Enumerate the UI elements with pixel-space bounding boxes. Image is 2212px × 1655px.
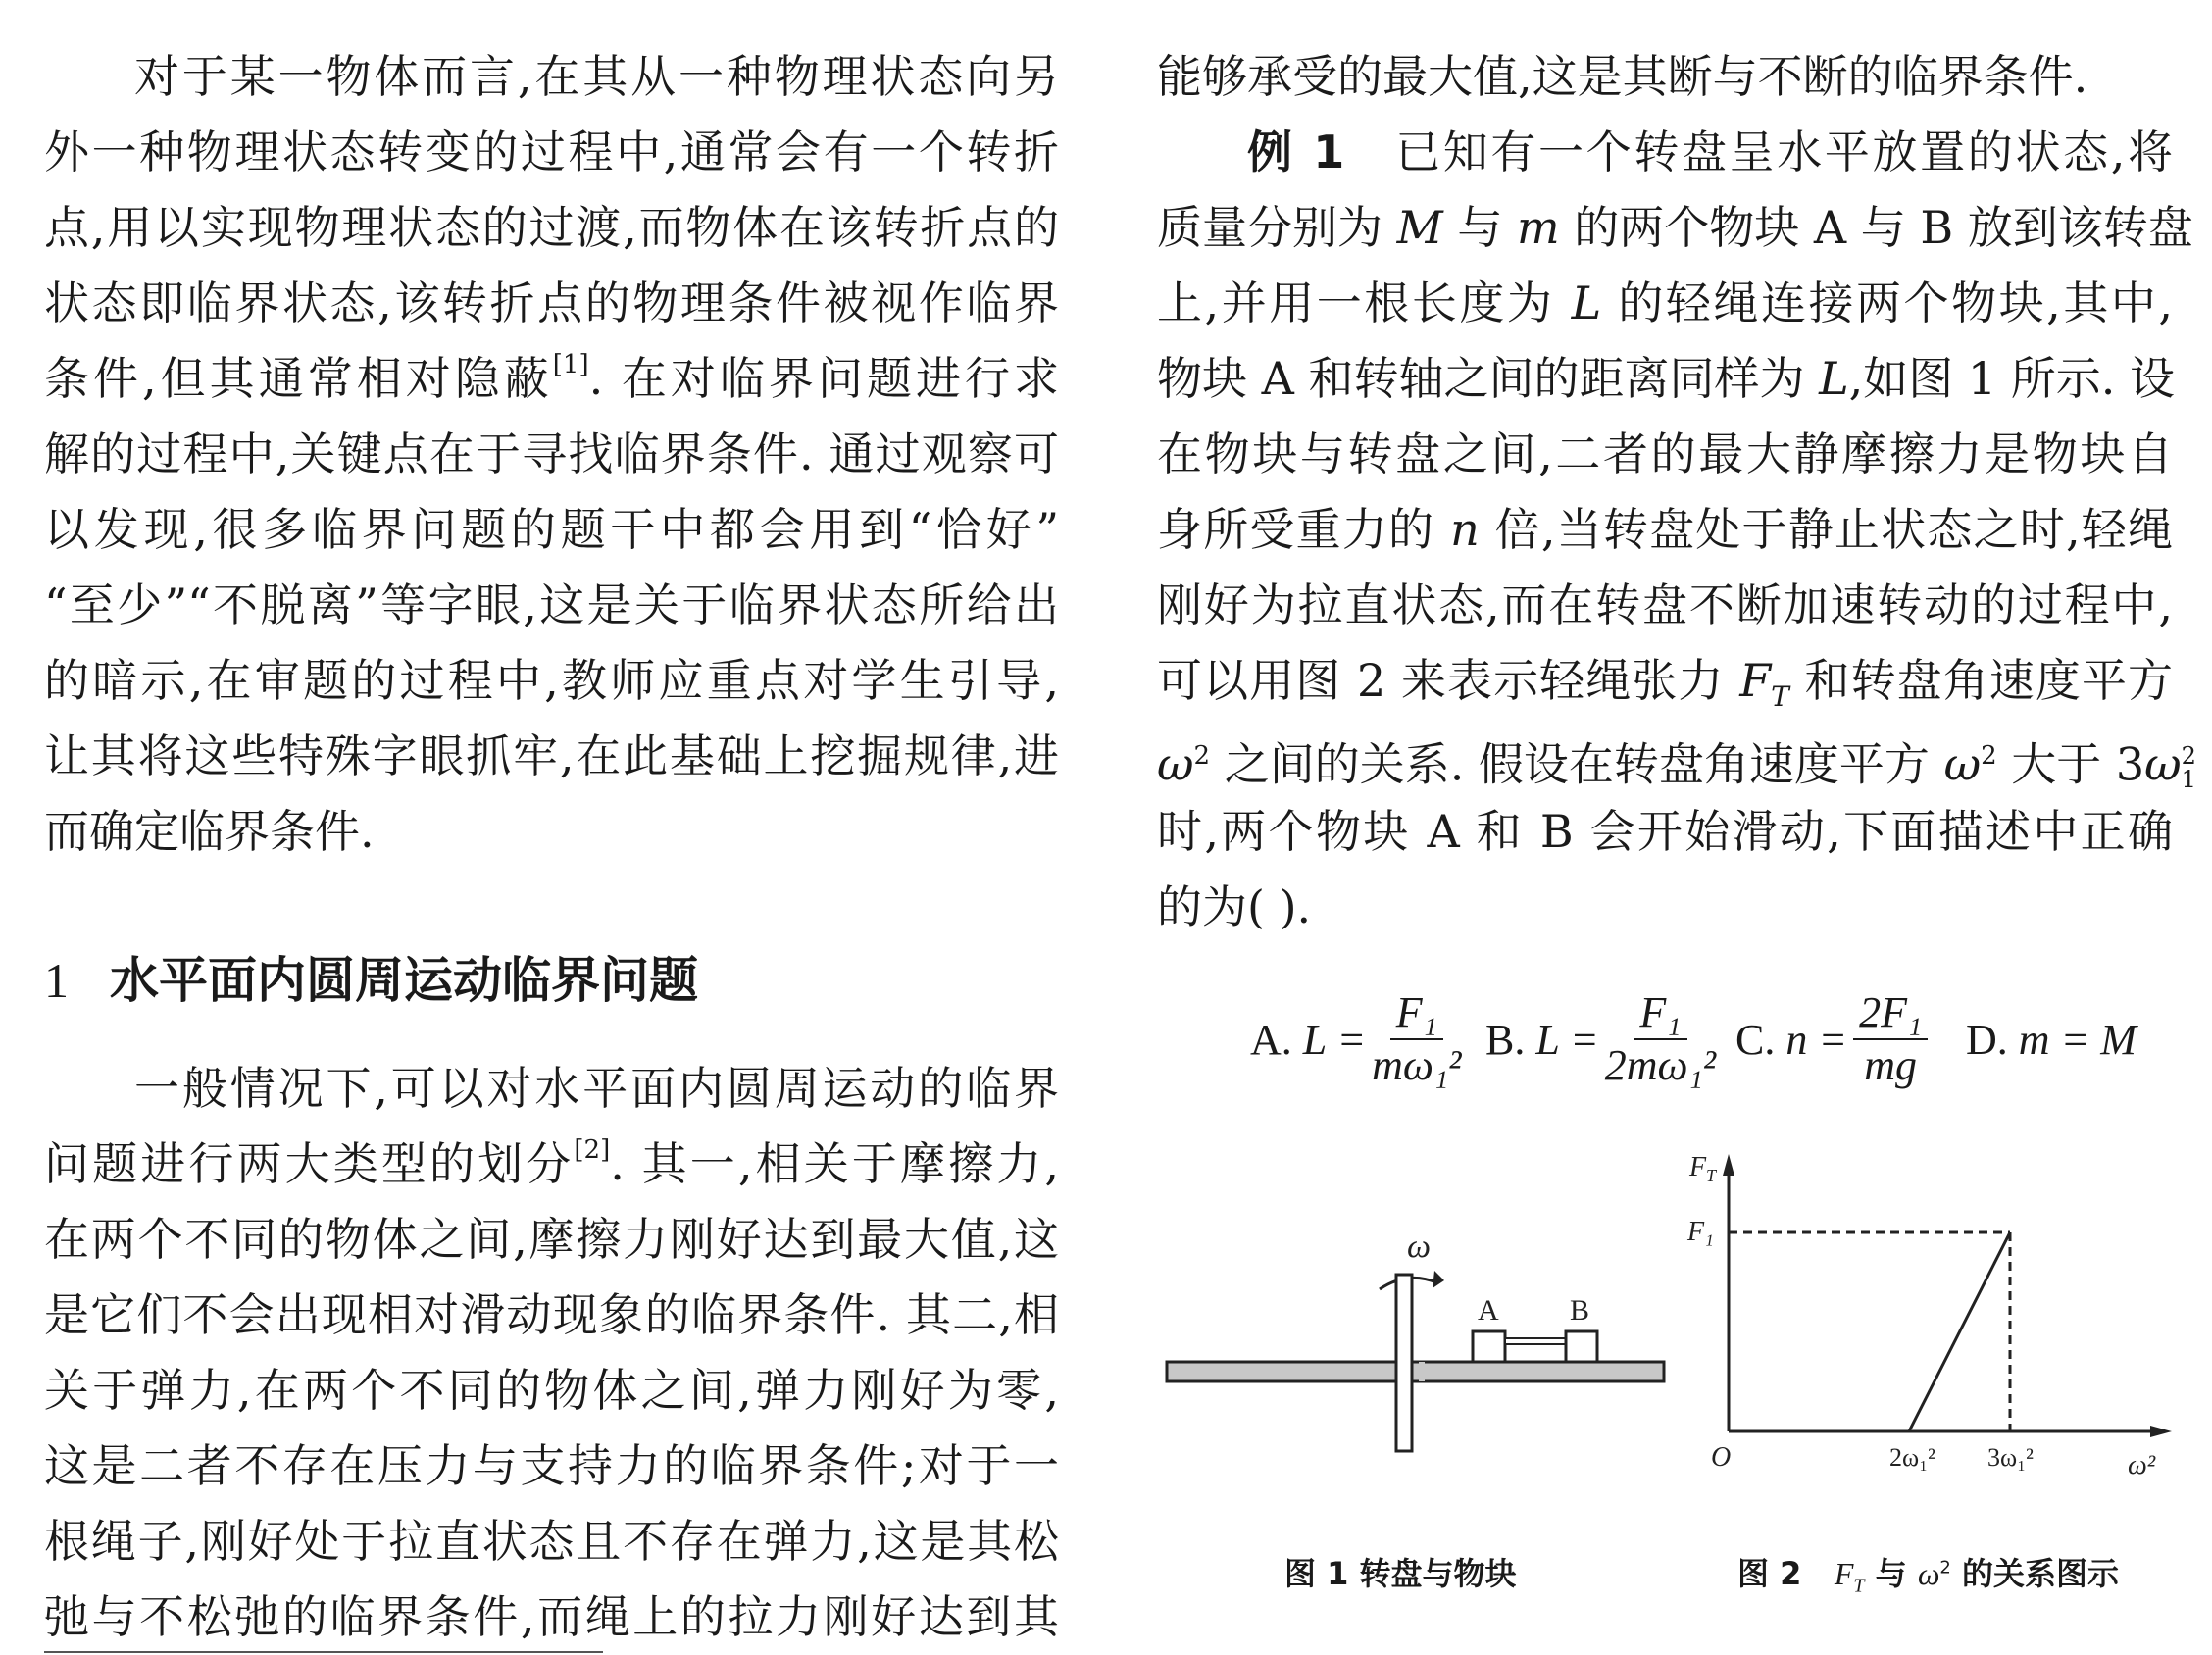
text-line: 点,用以实现物理状态的过渡,而物体在该转折点的 xyxy=(44,201,1059,254)
text-line xyxy=(1157,341,2176,416)
text-line: 外一种物理状态转变的过程中,通常会有一个转折 xyxy=(44,125,1059,178)
text-line: 刚好为拉直状态,而在转盘不断加速转动的过程中, xyxy=(1157,578,2173,631)
figure-turntable xyxy=(1162,1216,1682,1471)
text-segment: 大于 3 xyxy=(2011,737,2145,791)
fraction xyxy=(1853,987,1928,1091)
y-axis-sub: T xyxy=(1706,1166,1717,1185)
text-segment: 质量分别为 xyxy=(1157,201,1382,254)
arrow-head xyxy=(1433,1271,1444,1288)
text-line: 解的过程中,关键点在于寻找临界条件. 通过观察可 xyxy=(44,427,1059,480)
text-line: 在两个不同的物体之间,摩擦力刚好达到最大值,这 xyxy=(44,1213,1059,1266)
text-line: 这是二者不存在压力与支持力的临界条件;对于一 xyxy=(44,1439,1059,1492)
caption-part: 的关系图示 xyxy=(1962,1555,2120,1592)
ft-line xyxy=(1909,1232,2010,1431)
math-sup: 2 xyxy=(1193,741,1211,771)
text-line xyxy=(44,1127,1059,1201)
text-segment: . 在对临界问题进行求 xyxy=(588,352,1059,405)
block-b-label: B xyxy=(1570,1294,1590,1327)
option-d[interactable] xyxy=(1966,980,2137,1098)
section-number: 1 xyxy=(44,953,69,1008)
figure-ft-omega-graph xyxy=(1682,1142,2172,1500)
text-segment: 倍,当转盘处于静止状态之时,轻绳 xyxy=(1494,503,2174,556)
f1-label: F₁ xyxy=(1687,1217,1714,1247)
text-line xyxy=(1157,190,2193,265)
math-var: n xyxy=(1450,503,1480,556)
text-line: 一般情况下,可以对水平面内圆周运动的临界 xyxy=(134,1062,1059,1115)
caption-part: ω xyxy=(1917,1556,1940,1591)
rope xyxy=(1505,1338,1566,1344)
numerator: 2F₁ xyxy=(1853,987,1928,1040)
text-segment: 可以用图 2 来表示轻绳张力 xyxy=(1157,654,1725,707)
option-label: D. xyxy=(1966,1015,2008,1064)
caption-part: T xyxy=(1853,1575,1865,1597)
text-line: 的暗示,在审题的过程中,教师应重点对学生引导, xyxy=(44,654,1059,707)
option-label: A. xyxy=(1250,1015,1292,1064)
math-var: L xyxy=(1571,276,1602,329)
y-axis-arrow xyxy=(1723,1154,1734,1176)
text-line: 弛与不松弛的临界条件,而绳上的拉力刚好达到其 xyxy=(44,1590,1059,1643)
text-line xyxy=(1157,115,2173,189)
text-segment: 问题进行两大类型的划分 xyxy=(44,1137,575,1190)
text-line: “至少”“不脱离”等字眼,这是关于临界状态所给出 xyxy=(44,578,1059,631)
example-label: 例 1 xyxy=(1247,125,1345,178)
option-label: C. xyxy=(1735,1015,1776,1064)
caption-part: F xyxy=(1834,1556,1854,1591)
math-var: ω xyxy=(1157,737,1194,791)
text-segment: 条件,但其通常相对隐蔽 xyxy=(44,352,553,405)
text-segment: 已知有一个转盘呈水平放置的状态,将 xyxy=(1395,125,2173,178)
text-line: 时,两个物块 A 和 B 会开始滑动,下面描述中正确 xyxy=(1157,805,2173,858)
figure1-caption: 图 1 转盘与物块 xyxy=(1284,1555,1517,1592)
rotation-shaft xyxy=(1396,1275,1412,1451)
text-segment: 之间的关系. 假设在转盘角速度平方 xyxy=(1224,737,1930,791)
x-axis-arrow xyxy=(2150,1426,2172,1437)
section-heading xyxy=(44,941,698,1012)
turntable-disk xyxy=(1167,1362,1664,1381)
text-segment: 物块 A 和转轴之间的距离同样为 xyxy=(1157,352,1805,405)
tick-2w1sq: 2ω₁² xyxy=(1889,1443,1936,1472)
text-line: 以发现,很多临界问题的题干中都会用到“恰好” xyxy=(44,503,1059,556)
option-a[interactable] xyxy=(1250,980,1462,1098)
text-line: 能够承受的最大值,这是其断与不断的临界条件. xyxy=(1157,50,2088,103)
text-line: 是它们不会出现相对滑动现象的临界条件. 其二,相 xyxy=(44,1288,1059,1341)
denominator: mg xyxy=(1864,1041,1918,1089)
fraction xyxy=(1372,987,1461,1091)
math-sup: 2 xyxy=(2181,742,2196,771)
option-expr: m = M xyxy=(2018,1015,2137,1064)
math-var: F xyxy=(1739,654,1772,707)
option-b[interactable] xyxy=(1485,980,1716,1098)
block-b xyxy=(1566,1331,1597,1362)
option-lhs: L = xyxy=(1302,1015,1367,1064)
text-line: 状态即临界状态,该转折点的物理条件被视作临界 xyxy=(44,276,1059,329)
text-segment: 与 xyxy=(1457,201,1503,254)
answer-options xyxy=(1250,980,2172,1098)
origin-label: O xyxy=(1711,1442,1732,1473)
text-line: 在物块与转盘之间,二者的最大静摩擦力是物块自 xyxy=(1157,427,2173,480)
tick-3w1sq: 3ω₁² xyxy=(1987,1443,2034,1472)
math-sub: T xyxy=(1771,680,1789,714)
math-sup: 2 xyxy=(1981,741,1997,771)
block-a xyxy=(1473,1331,1505,1362)
text-segment: 的两个物块 A 与 B 放到该转盘 xyxy=(1574,201,2193,254)
text-segment: 和转盘角速度平方 xyxy=(1804,654,2174,707)
caption-part: 2 xyxy=(1939,1557,1951,1579)
text-line xyxy=(44,341,1059,416)
text-segment: 上,并用一根长度为 xyxy=(1157,276,1555,329)
math-var: ω xyxy=(1943,737,1982,791)
math-var: L xyxy=(1819,352,1849,405)
denominator: 2mω₁² xyxy=(1604,1041,1717,1089)
text-line: 根绳子,刚好处于拉直状态且不存在弹力,这是其松 xyxy=(44,1515,1059,1568)
caption-part: 图 2 xyxy=(1737,1555,1802,1592)
block-a-label: A xyxy=(1478,1294,1499,1327)
option-c[interactable] xyxy=(1735,980,1928,1098)
math-var: M xyxy=(1396,201,1443,254)
text-line xyxy=(1157,492,2173,567)
caption-part: 与 xyxy=(1875,1555,1907,1592)
omega-label: ω xyxy=(1407,1229,1432,1265)
text-segment: 的轻绳连接两个物块,其中, xyxy=(1618,276,2174,329)
math-sub: 1 xyxy=(2181,766,2196,794)
text-segment: 身所受重力的 xyxy=(1157,503,1435,556)
x-axis-label: ω² xyxy=(2128,1450,2156,1480)
text-segment: ,如图 1 所示. 设 xyxy=(1848,352,2176,405)
figure2-caption xyxy=(1737,1549,2119,1597)
citation-ref[interactable]: [1] xyxy=(552,350,589,379)
text-line: 而确定临界条件. xyxy=(44,805,375,858)
footnote-rule xyxy=(44,1651,603,1653)
text-line xyxy=(1157,719,2196,794)
text-line: 让其将这些特殊字眼抓牢,在此基础上挖掘规律,进 xyxy=(44,729,1059,782)
y-axis-label: F xyxy=(1689,1152,1707,1182)
text-line: 的为( ). xyxy=(1157,880,1312,933)
option-lhs: L = xyxy=(1535,1015,1599,1064)
math-var: m xyxy=(1516,201,1560,254)
numerator: F₁ xyxy=(1390,987,1443,1040)
disk-gap xyxy=(1419,1362,1425,1381)
denominator: mω₁² xyxy=(1372,1041,1462,1089)
text-line xyxy=(1157,643,2173,718)
math-var: ω xyxy=(2144,737,2182,791)
text-line: 对于某一物体而言,在其从一种物理状态向另 xyxy=(134,50,1059,103)
text-line: 关于弹力,在两个不同的物体之间,弹力刚好为零, xyxy=(44,1364,1059,1417)
option-lhs: n = xyxy=(1785,1015,1848,1064)
option-label: B. xyxy=(1485,1015,1526,1064)
text-segment: . 其一,相关于摩擦力, xyxy=(610,1137,1060,1190)
text-line xyxy=(1157,266,2173,340)
numerator: F₁ xyxy=(1634,987,1686,1040)
citation-ref[interactable]: [2] xyxy=(574,1135,611,1165)
section-title: 水平面内圆周运动临界问题 xyxy=(110,952,698,1009)
fraction xyxy=(1605,987,1716,1091)
